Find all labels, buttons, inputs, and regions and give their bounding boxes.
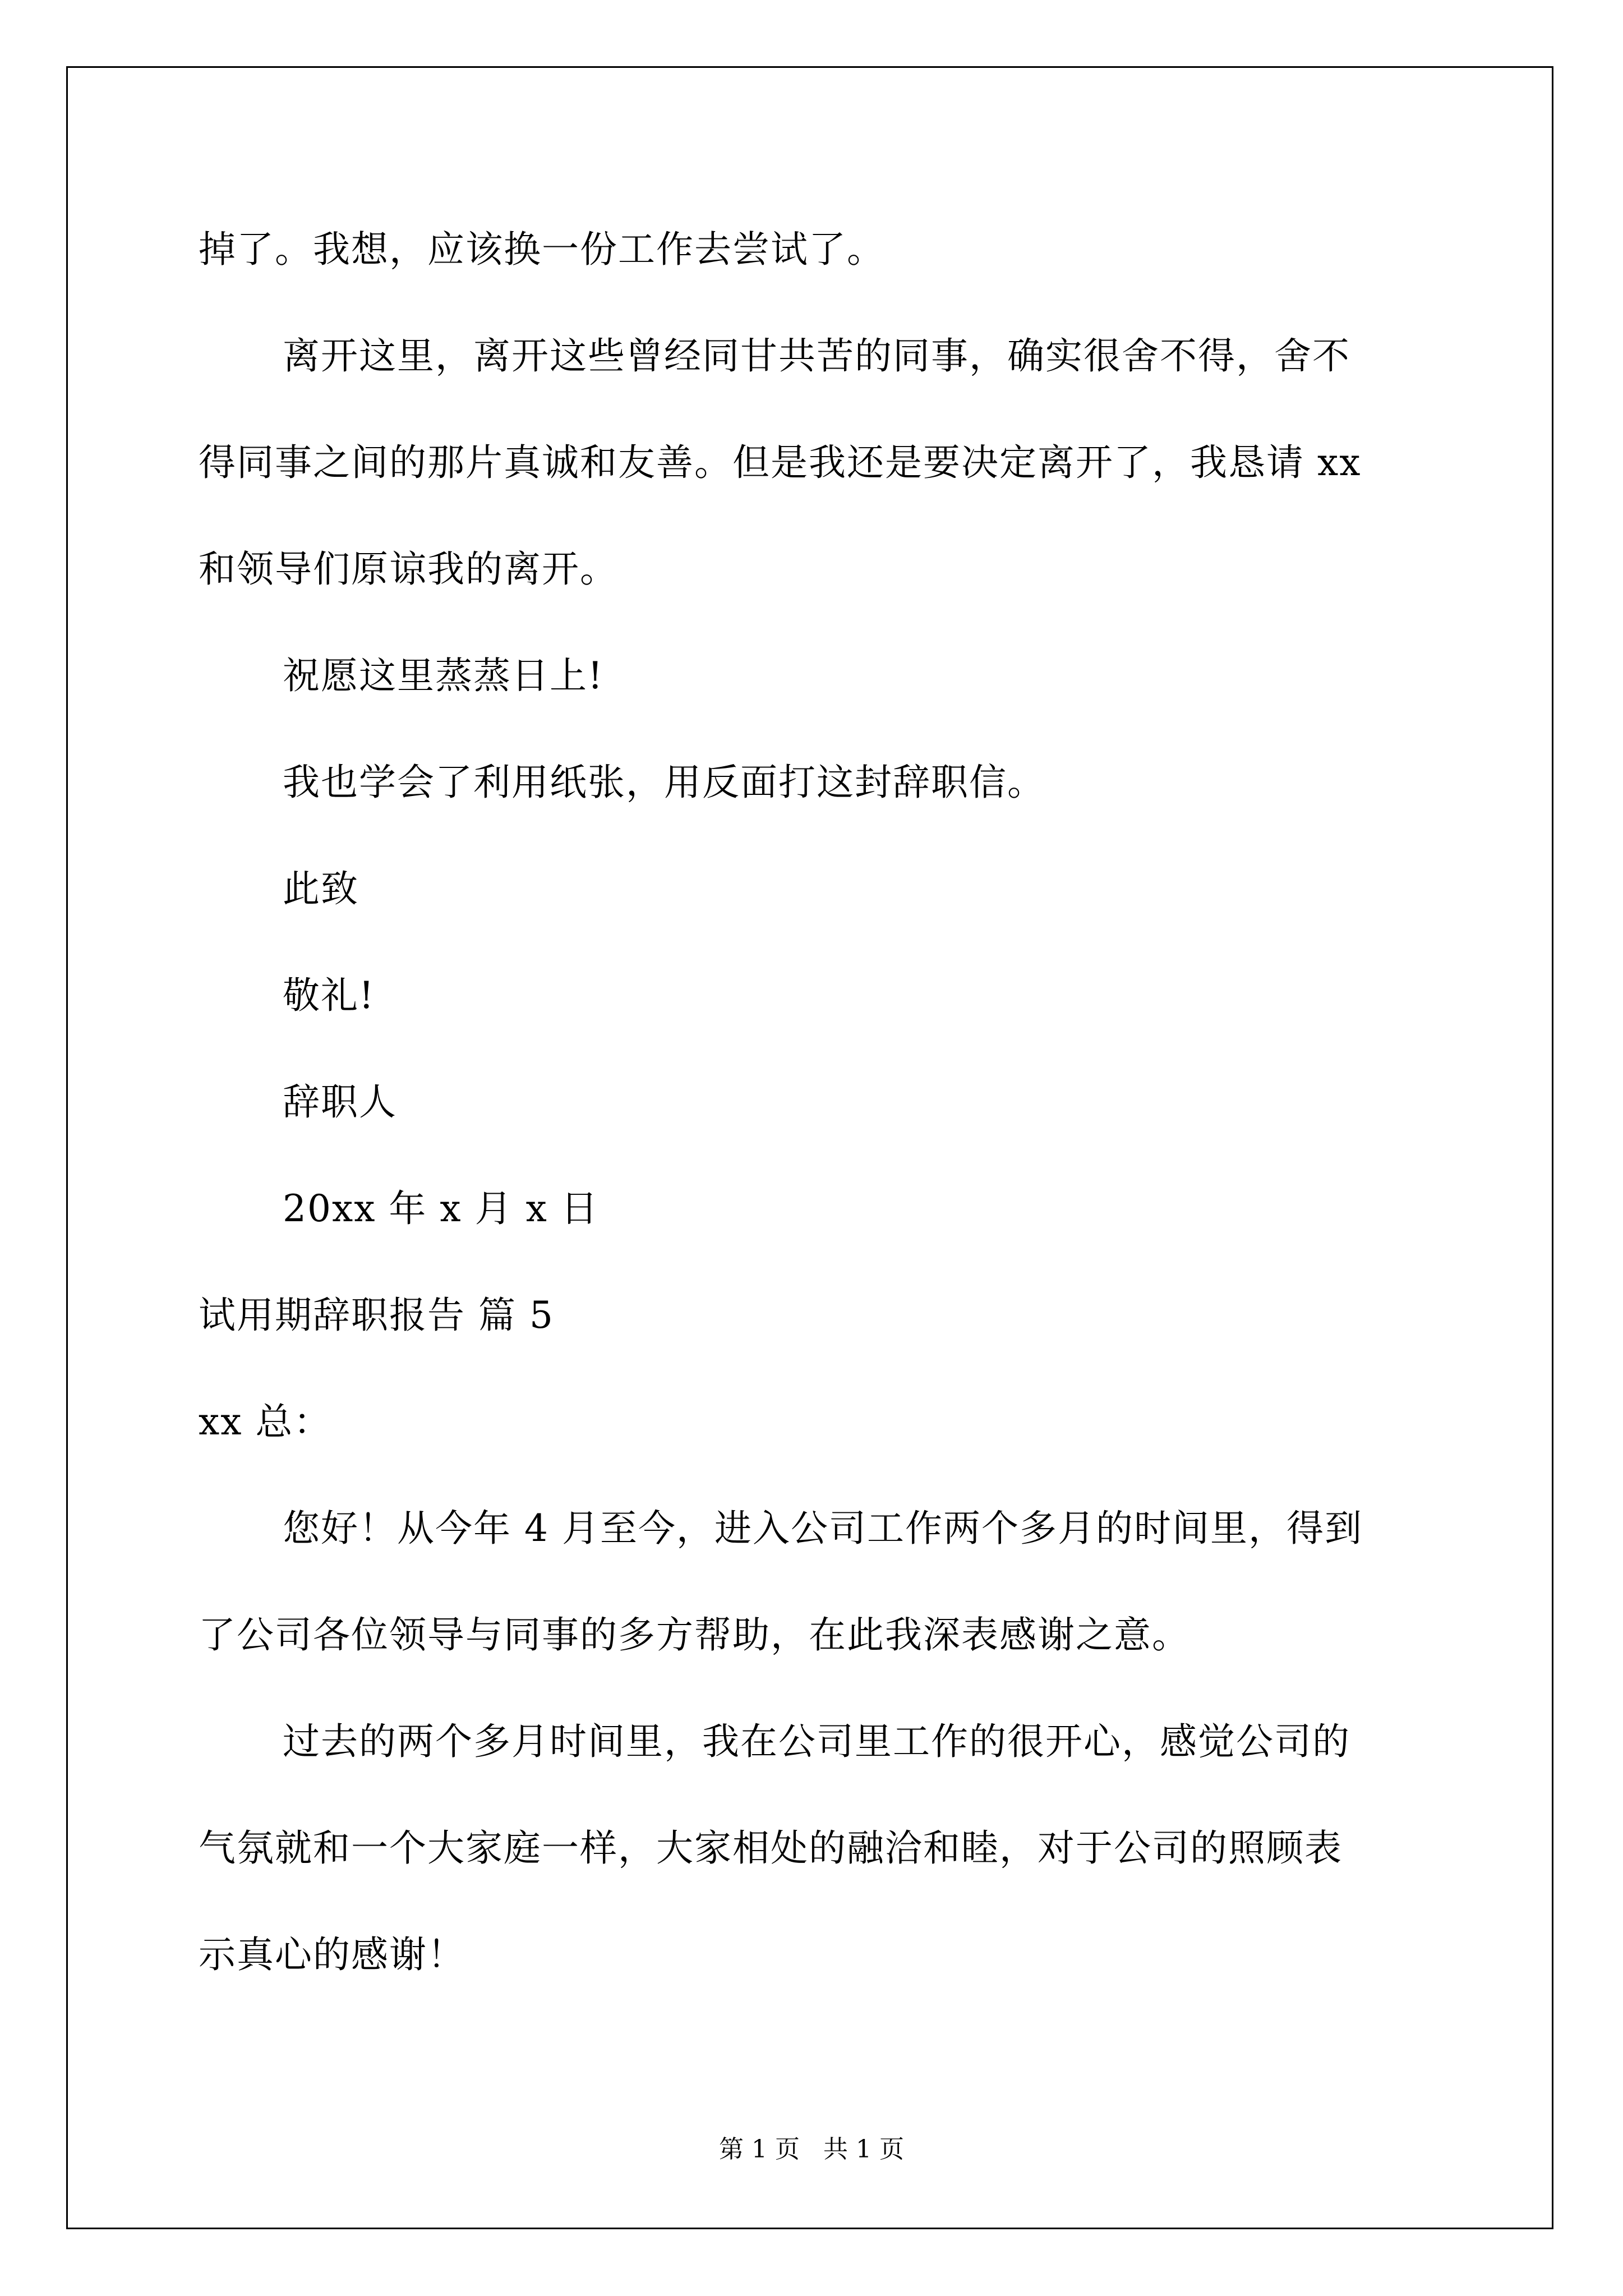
text-line: 我也学会了利用纸张，用反面打这封辞职信。 [283, 761, 1045, 804]
text-line: 得同事之间的那片真诚和友善。但是我还是要决定离开了，我恳请 xx [199, 441, 1362, 484]
text-line: 掉了。我想，应该换一份工作去尝试了。 [199, 228, 885, 271]
text-line: 辞职人 [283, 1080, 397, 1124]
text-line: 离开这里，离开这些曾经同甘共苦的同事，确实很舍不得，舍不 [283, 334, 1350, 378]
text-line: 气氛就和一个大家庭一样，大家相处的融洽和睦，对于公司的照顾表 [199, 1826, 1343, 1870]
text-line: 过去的两个多月时间里，我在公司里工作的很开心，感觉公司的 [283, 1720, 1350, 1763]
text-line: 了公司各位领导与同事的多方帮助，在此我深表感谢之意。 [199, 1613, 1190, 1657]
text-line: 敬礼! [283, 974, 375, 1017]
text-line: 您好！从今年 4 月至今，进入公司工作两个多月的时间里，得到 [283, 1507, 1363, 1550]
text-line: 和领导们原谅我的离开。 [199, 547, 618, 591]
page-border [66, 66, 1553, 2229]
text-line: 示真心的感谢！ [199, 1933, 465, 1976]
text-line: 此致 [283, 867, 359, 910]
section-heading: 试用期辞职报告 篇 5 [199, 1294, 554, 1337]
page-footer: 第 1 页 共 1 页 [719, 2135, 904, 2164]
salutation: xx 总： [199, 1400, 332, 1443]
text-line: 祝愿这里蒸蒸日上! [283, 654, 604, 697]
text-line: 20xx 年 x 月 x 日 [283, 1187, 599, 1230]
